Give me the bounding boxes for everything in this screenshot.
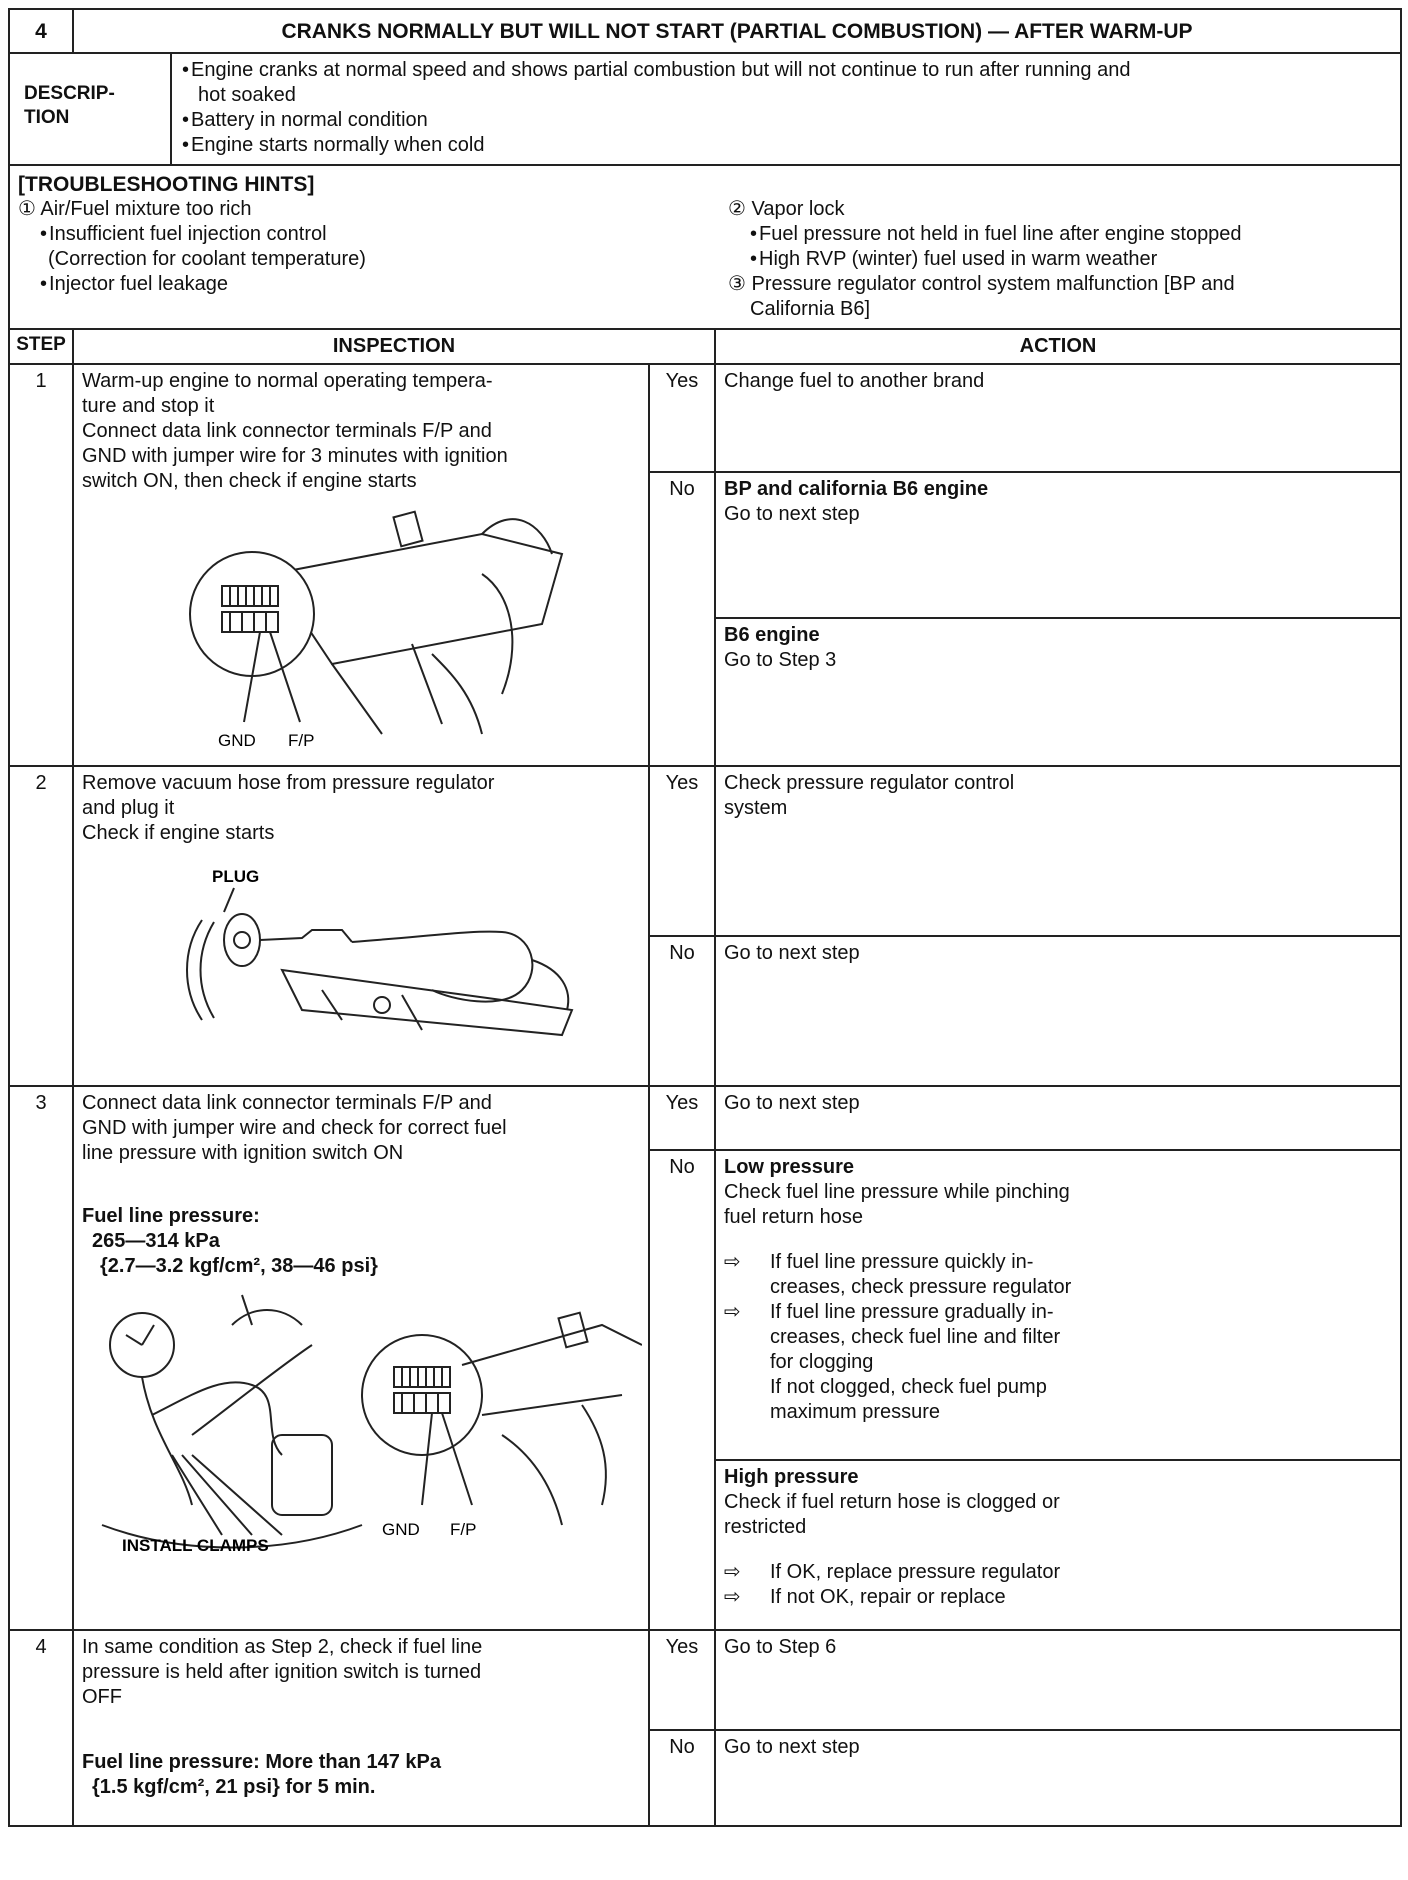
troubleshooting-page	[8, 8, 1400, 1827]
troubleshooting-table	[8, 8, 1402, 1827]
hints-title: [TROUBLESHOOTING HINTS]	[18, 173, 315, 196]
description-items	[172, 54, 1138, 164]
step-3-low-pressure: Low pressure Check fuel line pressure while pinching fuel return hose ⇨ If fuel line pressure quickly in- creases, check pressure regulator ⇨ If fuel line pressure gradually in- creases, check fuel line and filter for clogging If not clogged, check fuel pump maximum pressure	[715, 1150, 1401, 1460]
step-2-yes-action: Check pressure regulator control system	[715, 766, 1401, 936]
description-label: DESCRIP- TION	[10, 54, 172, 164]
yes-label: Yes	[649, 766, 715, 936]
description-row	[9, 53, 1401, 165]
step-4-yes-row	[9, 1630, 1401, 1730]
plug-label: PLUG	[212, 867, 260, 886]
arrow-icon: ⇨	[724, 1561, 741, 1583]
no-label: No	[649, 936, 715, 1086]
col-inspection: INSPECTION	[73, 329, 715, 364]
step-4-yes-action: Go to Step 6	[715, 1630, 1401, 1730]
fp-label: F/P	[288, 731, 315, 750]
hint-2a: • Fuel pressure not held in fuel line after engine stopped	[728, 222, 1242, 247]
step-number: 2	[9, 766, 73, 1086]
section-title: CRANKS NORMALLY BUT WILL NOT START (PARTIAL COMBUSTION) — AFTER WARM-UP	[73, 9, 1401, 53]
fuel-gauge-illustration	[82, 1285, 642, 1565]
section-number: 4	[9, 9, 73, 53]
spec-title: Fuel line pressure: More than 147 kPa	[82, 1751, 442, 1773]
description-item: • Engine cranks at normal speed and shows partial combustion but will not continue to run after running and	[182, 58, 1130, 83]
gnd-label: GND	[382, 1520, 420, 1539]
step-3-high-pressure: High pressure Check if fuel return hose is clogged or restricted ⇨ If OK, replace pressure regulator ⇨ If not OK, repair or replace	[715, 1460, 1401, 1630]
yes-label: Yes	[649, 1086, 715, 1150]
step-1-yes-action: Change fuel to another brand	[715, 364, 1401, 472]
description-item: hot soaked	[198, 84, 296, 106]
hints-right	[728, 197, 1242, 322]
step-2-inspection: Remove vacuum hose from pressure regulator and plug it Check if engine starts PLUG	[73, 766, 649, 1086]
step-number: 4	[9, 1630, 73, 1826]
step-3-yes-row	[9, 1086, 1401, 1150]
header-row	[9, 9, 1401, 53]
hint-2: ② Vapor lock	[728, 198, 845, 220]
step-number: 3	[9, 1086, 73, 1630]
hint-1b: (Correction for coolant temperature)	[48, 248, 366, 270]
hint-3: ③ Pressure regulator control system malfunction [BP and	[728, 273, 1235, 295]
spec-value-kpa: 265—314 kPa	[92, 1230, 220, 1252]
hint-1c: • Injector fuel leakage	[18, 272, 728, 297]
step-number: 1	[9, 364, 73, 766]
arrow-icon: ⇨	[724, 1251, 741, 1273]
pressure-regulator-illustration	[172, 860, 592, 1040]
col-step: STEP	[9, 329, 73, 364]
hint-3b: California B6]	[750, 298, 871, 320]
spec-value-alt: {2.7—3.2 kgf/cm², 38—46 psi}	[100, 1255, 378, 1277]
step-1-inspection: Warm-up engine to normal operating tempera- ture and stop it Connect data link connector terminals F/P and GND with jumper wire for 3 minutes with ignition switch ON, then check if engine starts GND F/P	[73, 364, 649, 766]
install-clamps-label: INSTALL CLAMPS	[122, 1536, 269, 1555]
fp-label: F/P	[450, 1520, 477, 1539]
no-label: No	[649, 472, 715, 766]
hint-1a: • Insufficient fuel injection control	[18, 222, 728, 247]
step-2-yes-row	[9, 766, 1401, 936]
arrow-icon: ⇨	[724, 1301, 741, 1323]
step-4-no-action: Go to next step	[715, 1730, 1401, 1826]
step-1-no-action-1: BP and california B6 engine Go to next step	[715, 472, 1401, 618]
hint-2b: • High RVP (winter) fuel used in warm weather	[728, 247, 1242, 272]
no-label: No	[649, 1730, 715, 1826]
connector-illustration	[182, 494, 582, 754]
yes-label: Yes	[649, 364, 715, 472]
step-1-yes-row	[9, 364, 1401, 472]
spec-value-alt: {1.5 kgf/cm², 21 psi} for 5 min.	[92, 1776, 376, 1798]
description-item: • Engine starts normally when cold	[182, 133, 1130, 158]
spec-title: Fuel line pressure:	[82, 1205, 260, 1227]
step-2-no-action: Go to next step	[715, 936, 1401, 1086]
column-header-row	[9, 329, 1401, 364]
step-4-inspection: In same condition as Step 2, check if fuel line pressure is held after ignition switch is turned OFF Fuel line pressure: More than 147 kPa {1.5 kgf/cm², 21 psi} for 5 min.	[73, 1630, 649, 1826]
step-3-yes-action: Go to next step	[715, 1086, 1401, 1150]
yes-label: Yes	[649, 1630, 715, 1730]
col-action: ACTION	[715, 329, 1401, 364]
description-item: • Battery in normal condition	[182, 108, 1130, 133]
step-1-no-action-2: B6 engine Go to Step 3	[715, 618, 1401, 766]
arrow-icon: ⇨	[724, 1586, 741, 1608]
gnd-label: GND	[218, 731, 256, 750]
hint-1: ① Air/Fuel mixture too rich	[18, 198, 252, 220]
hints-row	[9, 165, 1401, 329]
step-3-inspection: Connect data link connector terminals F/P and GND with jumper wire and check for correct fuel line pressure with ignition switch ON Fuel line pressure: 265—314 kPa {2.7—3.2 kgf/cm², 38—46 psi} INSTALL CLAMPS GND F/P	[73, 1086, 649, 1630]
hints-left	[18, 197, 728, 322]
no-label: No	[649, 1150, 715, 1630]
